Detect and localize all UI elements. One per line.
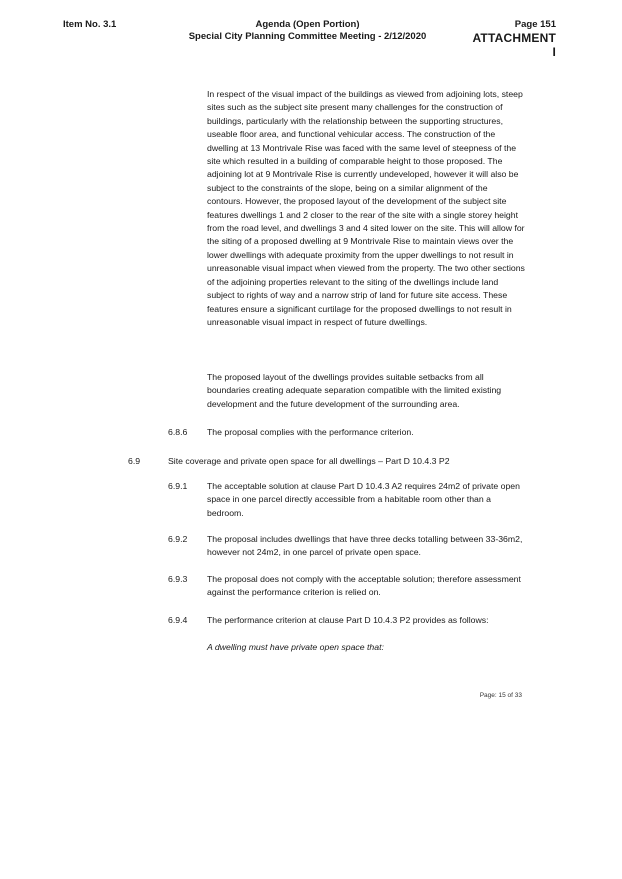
clause-number: 6.8.6 [168, 427, 188, 437]
clause-number: 6.9.3 [168, 574, 188, 584]
page-footer: Page: 15 of 33 [479, 692, 522, 699]
agenda-title: Agenda (Open Portion) [255, 19, 360, 30]
agenda-header [180, 19, 435, 43]
clause-text: The proposal includes dwellings that have three decks totalling between 33-36m2, however not 24m2, in one parcel of private open space. [207, 534, 523, 558]
attachment-label: ATTACHMENT I [472, 31, 556, 59]
meeting-title: Special City Planning Committee Meeting - 2/12/2020 [188, 31, 427, 42]
clause-number: 6.9.4 [168, 615, 188, 625]
clause-text: The proposal complies with the performance criterion. [207, 427, 414, 437]
page-header [470, 19, 556, 59]
clause-number: 6.9.2 [168, 534, 188, 544]
paragraph-layout: The proposed layout of the dwellings provides suitable setbacks from all boundaries creating adequate separation compatible with the limited existing development and the future development of the surrounding area. [207, 372, 502, 409]
clause-text: The proposal does not comply with the acceptable solution; therefore assessment against the performance criterion is relied on. [207, 574, 521, 598]
section-heading: Site coverage and private open space for all dwellings – Part D 10.4.3 P2 [168, 456, 450, 466]
clause-text: The performance criterion at clause Part D 10.4.3 P2 provides as follows: [207, 615, 489, 625]
clause-number: 6.9.1 [168, 481, 188, 491]
item-number: Item No. 3.1 [63, 19, 117, 30]
section-number: 6.9 [128, 456, 141, 466]
paragraph-visual-impact: In respect of the visual impact of the buildings as viewed from adjoining lots, steep sites such as the subject site present many challenges for the construction of buildings, particularly with the relationship between the supporting structures, useable floor area, and functional vehicular access. The construction of the dwelling at 13 Montrivale Rise was faced with the same level of steepness of the site which resulted in a building of comparable height to those proposed. The adjoining lot at 9 Montrivale Rise is currently undeveloped, however it will also be subject to the constraints of the slope, being on a similar alignment of the contours. However, the proposed layout of the development of the subject site features dwellings 1 and 2 closer to the rear of the site with a single storey height from the road level, and dwellings 3 and 4 sited lower on the site. This will allow for the siting of a proposed dwelling at 9 Montrivale Rise to maintain views over the lower dwellings with adequate proximity from the upper dwellings to not result in unreasonable visual impact when viewed from the property. The two other sections of the adjoining properties relevant to the siting of the dwellings include land subject to rights of way and a narrow strip of land for future site access. These features ensure a significant curtilage for the proposed dwellings to not result in unreasonable visual impact in respect of future dwellings. [207, 89, 525, 327]
page-number: Page 151 [514, 19, 556, 30]
italic-criterion: A dwelling must have private open space that: [207, 642, 384, 652]
clause-text: The acceptable solution at clause Part D 10.4.3 A2 requires 24m2 of private open space in one parcel directly accessible from a habitable room other than a bedroom. [207, 481, 520, 518]
